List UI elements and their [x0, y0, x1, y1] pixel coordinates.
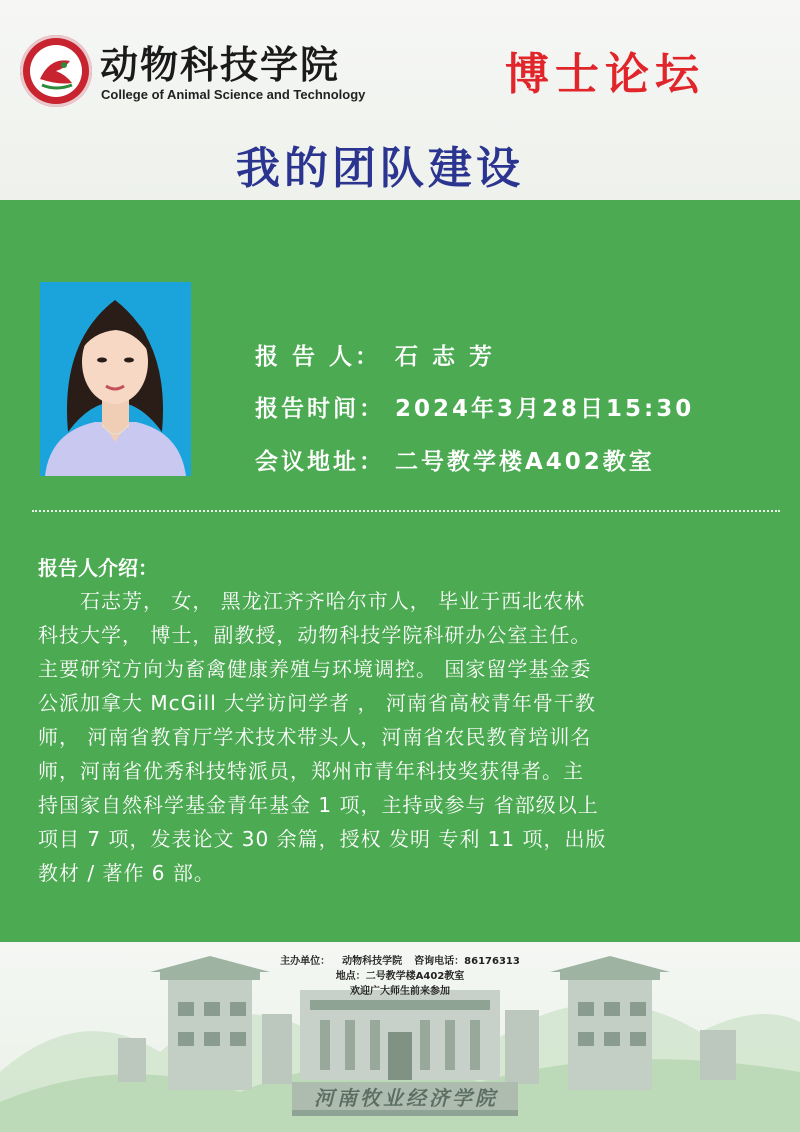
bio-line: 教材 / 著作 6 部。 — [38, 861, 215, 885]
place: 二号教学楼A402教室 — [365, 971, 465, 982]
bio-line: 主要研究方向为畜禽健康养殖与环境调控。 国家留学基金委 — [38, 657, 592, 681]
bio-line: 师， 河南省教育厅学术技术带头人，河南省农民教育培训名 — [38, 725, 592, 749]
talk-title: 我的团队建设 — [236, 143, 524, 194]
bio-line: 持国家自然科学基金青年基金 1 项，主持或参与 省部级以上 — [38, 793, 599, 817]
speaker-name: 石 志 芳 — [395, 344, 496, 370]
page-footer — [0, 942, 800, 1132]
bio-line: 项目 7 项，发表论文 30 余篇，授权 发明 专利 11 项，出版 — [38, 827, 607, 851]
footer-welcome: 欢迎广大师生前来参加 — [350, 986, 450, 997]
bio-line: 石志芳， 女， 黑龙江齐齐哈尔市人， 毕业于西北农林 — [38, 589, 586, 613]
footer-place-row — [0, 967, 800, 982]
host: 动物科技学院 — [342, 956, 403, 967]
dotted-divider — [32, 510, 780, 512]
venue: 二号教学楼A402教室 — [395, 449, 655, 475]
talk-time: 2024年3月28日15:30 — [395, 396, 695, 422]
bio-line: 科技大学， 博士，副教授，动物科技学院科研办公室主任。 — [38, 623, 592, 647]
speaker-bio — [38, 584, 768, 890]
footer-host-row — [0, 952, 800, 967]
venue-label: 会议地址： — [255, 449, 385, 475]
phone-label: 咨询电话： — [414, 956, 465, 967]
bio-line: 师，河南省优秀科技特派员，郑州市青年科技奖获得者。主 — [38, 759, 584, 783]
talk-time-row — [255, 390, 694, 423]
page-header — [0, 0, 800, 200]
bio-line: 公派加拿大 McGill 大学访问学者 ， 河南省高校青年骨干教 — [38, 691, 596, 715]
college-name-en: College of Animal Science and Technology — [101, 87, 366, 102]
forum-title: 博士论坛 — [505, 49, 705, 100]
phone: 86176313 — [464, 956, 520, 967]
building-sign: 河南牧业经济学院 — [314, 1086, 498, 1110]
place-label: 地点： — [335, 971, 366, 982]
host-label: 主办单位： — [280, 956, 331, 967]
info-panel — [0, 200, 800, 942]
talk-time-label: 报告时间： — [255, 396, 385, 422]
intro-heading: 报告人介绍： — [38, 556, 158, 580]
speaker-name-label: 报 告 人： — [255, 344, 382, 370]
logo-emblem-icon — [20, 35, 92, 107]
speaker-photo — [40, 282, 191, 476]
college-logo — [20, 35, 92, 107]
speaker-name-row — [255, 338, 495, 371]
college-name-cn: 动物科技学院 — [100, 42, 341, 87]
venue-row — [255, 443, 655, 476]
